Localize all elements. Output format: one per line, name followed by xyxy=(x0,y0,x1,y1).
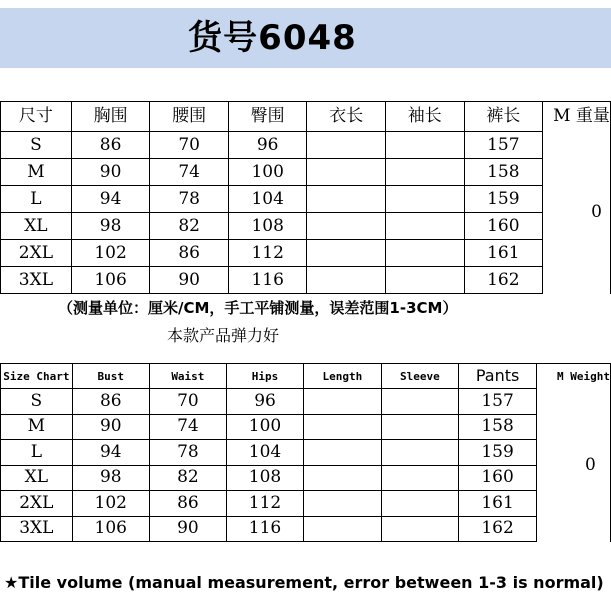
cell-size: 3XL xyxy=(1,267,72,294)
cell-hips: 112 xyxy=(226,491,303,517)
cell-hips: 112 xyxy=(228,240,307,267)
cell-size: S xyxy=(1,132,72,159)
cell-length xyxy=(304,465,382,491)
elasticity-note: 本款产品弹力好 xyxy=(167,326,280,345)
header-length: 衣长 xyxy=(307,102,386,132)
cell-hips: 100 xyxy=(226,414,303,440)
cell-sleeve xyxy=(381,440,459,466)
cell-bust: 90 xyxy=(71,159,150,186)
cell-bust: 98 xyxy=(71,213,150,240)
cell-hips: 116 xyxy=(228,267,307,294)
cell-bust: 86 xyxy=(71,132,150,159)
cell-waist: 90 xyxy=(150,267,229,294)
cell-sleeve xyxy=(386,159,465,186)
cell-length xyxy=(304,516,382,542)
page-title: 货号6048 xyxy=(188,18,357,58)
cell-size: 3XL xyxy=(1,516,73,542)
cell-waist: 74 xyxy=(149,414,226,440)
table-row xyxy=(1,159,611,186)
cell-bust: 94 xyxy=(71,186,150,213)
header-weight: M 重量 xyxy=(543,102,611,132)
table-row xyxy=(1,267,611,294)
table-row xyxy=(1,491,611,517)
cell-sleeve xyxy=(386,213,465,240)
header-size-chart: Size Chart xyxy=(1,364,73,389)
cell-size: M xyxy=(1,159,72,186)
cell-waist: 70 xyxy=(149,389,226,415)
header-row xyxy=(1,102,611,132)
header-hips: 臀围 xyxy=(228,102,307,132)
cell-weight: 0 xyxy=(536,389,610,542)
cell-pants: 158 xyxy=(464,159,543,186)
cell-size: XL xyxy=(1,213,72,240)
cell-waist: 78 xyxy=(150,186,229,213)
measurement-note: （测量单位：厘米/CM，手工平铺测量，误差范围1-3CM） xyxy=(58,299,458,317)
cell-length xyxy=(307,132,386,159)
cell-hips: 100 xyxy=(228,159,307,186)
header-weight: M Weight xyxy=(536,364,610,389)
table-row xyxy=(1,465,611,491)
cell-waist: 70 xyxy=(150,132,229,159)
cell-pants: 160 xyxy=(459,465,537,491)
cell-pants: 158 xyxy=(459,414,537,440)
cell-hips: 96 xyxy=(228,132,307,159)
cell-sleeve xyxy=(381,465,459,491)
cell-waist: 82 xyxy=(149,465,226,491)
cell-pants: 159 xyxy=(459,440,537,466)
table-row xyxy=(1,186,611,213)
cell-bust: 86 xyxy=(72,389,149,415)
cell-waist: 86 xyxy=(149,491,226,517)
header-waist: Waist xyxy=(149,364,226,389)
table-row xyxy=(1,389,611,415)
cell-pants: 161 xyxy=(464,240,543,267)
cell-waist: 86 xyxy=(150,240,229,267)
cell-length xyxy=(307,240,386,267)
size-table-english xyxy=(0,363,611,542)
cell-sleeve xyxy=(386,240,465,267)
table-row xyxy=(1,213,611,240)
cell-size: 2XL xyxy=(1,491,73,517)
header-size: 尺寸 xyxy=(1,102,72,132)
header-hips: Hips xyxy=(226,364,303,389)
cell-length xyxy=(304,389,382,415)
cell-hips: 116 xyxy=(226,516,303,542)
header-bust: 胸围 xyxy=(71,102,150,132)
cell-bust: 90 xyxy=(72,414,149,440)
cell-bust: 94 xyxy=(72,440,149,466)
cell-bust: 106 xyxy=(72,516,149,542)
cell-waist: 78 xyxy=(149,440,226,466)
cell-sleeve xyxy=(381,491,459,517)
cell-waist: 74 xyxy=(150,159,229,186)
cell-pants: 157 xyxy=(459,389,537,415)
cell-length xyxy=(307,213,386,240)
header-sleeve: Sleeve xyxy=(381,364,459,389)
table-row xyxy=(1,132,611,159)
cell-hips: 104 xyxy=(226,440,303,466)
table-row xyxy=(1,440,611,466)
cell-pants: 157 xyxy=(464,132,543,159)
cell-pants: 159 xyxy=(464,186,543,213)
cell-sleeve xyxy=(381,516,459,542)
header-row xyxy=(1,364,611,389)
table-row xyxy=(1,516,611,542)
cell-hips: 108 xyxy=(228,213,307,240)
cell-pants: 162 xyxy=(459,516,537,542)
cell-pants: 161 xyxy=(459,491,537,517)
cell-hips: 108 xyxy=(226,465,303,491)
cell-length xyxy=(307,159,386,186)
cell-length xyxy=(307,267,386,294)
cell-bust: 102 xyxy=(72,491,149,517)
cell-length xyxy=(304,414,382,440)
cell-weight: 0 xyxy=(543,132,611,294)
cell-size: 2XL xyxy=(1,240,72,267)
cell-waist: 90 xyxy=(149,516,226,542)
cell-hips: 104 xyxy=(228,186,307,213)
header-sleeve: 袖长 xyxy=(386,102,465,132)
cell-pants: 162 xyxy=(464,267,543,294)
cell-bust: 106 xyxy=(71,267,150,294)
cell-sleeve xyxy=(381,414,459,440)
cell-length xyxy=(307,186,386,213)
cell-sleeve xyxy=(386,132,465,159)
cell-sleeve xyxy=(386,186,465,213)
cell-waist: 82 xyxy=(150,213,229,240)
cell-size: L xyxy=(1,440,73,466)
cell-size: XL xyxy=(1,465,73,491)
header-length: Length xyxy=(304,364,382,389)
header-pants: 裤长 xyxy=(464,102,543,132)
cell-size: S xyxy=(1,389,73,415)
cell-length xyxy=(304,491,382,517)
cell-sleeve xyxy=(381,389,459,415)
cell-hips: 96 xyxy=(226,389,303,415)
cell-sleeve xyxy=(386,267,465,294)
cell-length xyxy=(304,440,382,466)
table-row xyxy=(1,240,611,267)
cell-bust: 98 xyxy=(72,465,149,491)
size-table-chinese xyxy=(0,101,611,294)
table-row xyxy=(1,414,611,440)
header-pants: Pants xyxy=(459,364,537,389)
header-waist: 腰围 xyxy=(150,102,229,132)
footer-note: ★Tile volume (manual measurement, error between 1-3 is normal) xyxy=(4,573,604,592)
cell-size: M xyxy=(1,414,73,440)
cell-pants: 160 xyxy=(464,213,543,240)
cell-size: L xyxy=(1,186,72,213)
header-bust: Bust xyxy=(72,364,149,389)
cell-bust: 102 xyxy=(71,240,150,267)
